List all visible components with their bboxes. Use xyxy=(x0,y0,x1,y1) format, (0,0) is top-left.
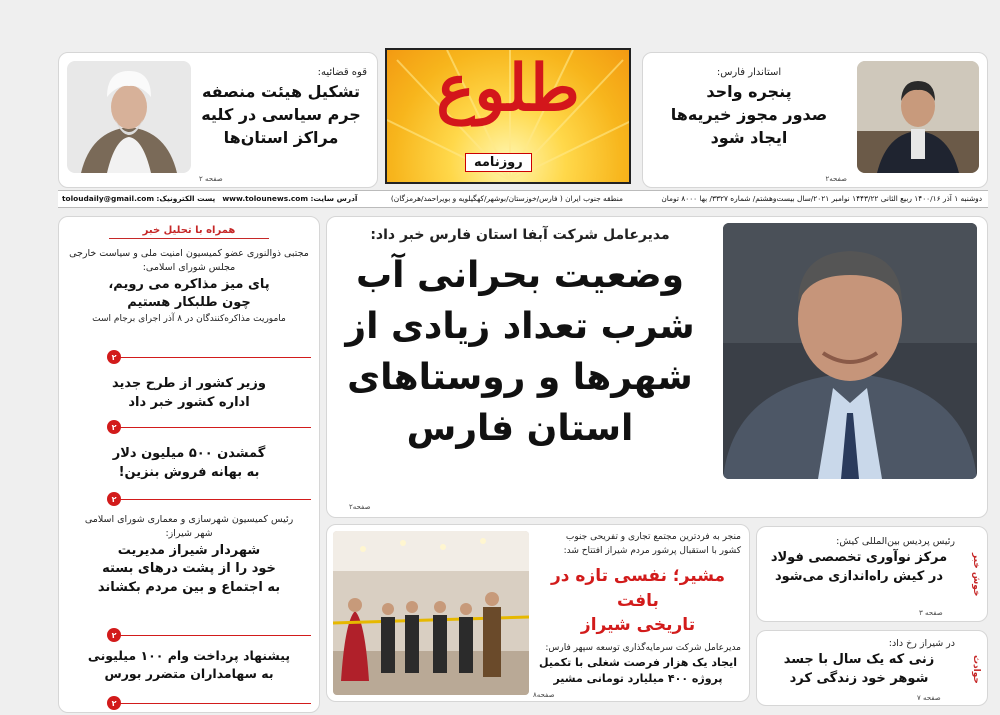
divider xyxy=(115,703,311,704)
story-headline-1: تشکیل هیئت منصفه xyxy=(201,82,361,101)
page-ref: صفحه ۷ xyxy=(917,694,941,702)
item-headline: پای میز مذاکره می رویم، xyxy=(108,276,270,292)
dateline: دوشنبه ۱ آذر ۱۴۰۰/۱۶ ربیع الثانی ۱۴۴۳/۲۲ نوامبر ۲۰۲۱/سال بیست‌وهشتم/ شماره ۳۳۲۷/ بها ۸۰۰۰ تومان xyxy=(661,194,982,203)
item-headline: اداره کشور خبر داد xyxy=(128,394,250,410)
page-bullet: ۲ xyxy=(107,420,121,434)
good-news-tag: خوش خبر xyxy=(959,539,981,611)
story-headline-2: صدور مجوز خیریه‌ها xyxy=(670,105,828,125)
opening-ceremony-photo xyxy=(333,531,529,695)
divider xyxy=(115,427,311,428)
item-headline: خود را از پشت درهای بسته xyxy=(102,561,276,577)
item-headline: وزیر کشور از طرح جدید xyxy=(112,376,266,391)
page-bullet: ۲ xyxy=(107,350,121,364)
story-kicker: قوه قضائیه: xyxy=(317,67,367,78)
story-kicker: منجر به فردترین مجتمع تجاری و تفریحی جنوب xyxy=(565,532,741,542)
kish-headline-1: مرکز نوآوری تخصصی فولاد xyxy=(770,550,948,566)
page-ref: صفحه۲ xyxy=(349,503,371,511)
incidents-tag: حوادث xyxy=(959,641,981,697)
mushir-sub-1: ایجاد یک هزار فرصت شغلی با تکمیل xyxy=(539,656,737,670)
page-ref: صفحه ۲ xyxy=(199,175,223,183)
crime-story[interactable] xyxy=(756,630,988,706)
page-bullet: ۲ xyxy=(107,628,121,642)
sidebar-item-500-million[interactable] xyxy=(67,445,311,483)
divider xyxy=(115,635,311,636)
item-headline: به بهانه فروش بنزین! xyxy=(118,464,260,480)
sidebar-item-stock-loan[interactable] xyxy=(63,647,315,683)
mushir-story[interactable] xyxy=(326,524,750,702)
item-headline: چون طلبکار هستیم xyxy=(127,295,251,311)
top-right-story[interactable] xyxy=(642,52,988,188)
page-ref: صفحه۲ xyxy=(825,175,847,183)
item-headline: پیشنهاد پرداخت وام ۱۰۰ میلیونی xyxy=(87,648,291,663)
item-kicker: شهر شیراز: xyxy=(165,528,213,540)
main-headline-4: استان فارس xyxy=(406,408,634,450)
main-story[interactable] xyxy=(326,216,988,518)
page-ref: صفحه ۳ xyxy=(919,609,943,617)
story-headline-3: ایجاد شود xyxy=(710,128,788,148)
story-kicker: کشور با استقبال پرشور مردم شیراز افتتاح شد: xyxy=(563,545,741,556)
kish-story[interactable] xyxy=(756,526,988,622)
main-kicker: مدیرعامل شرکت آبفا استان فارس خبر داد: xyxy=(370,227,670,243)
crime-headline-2: شوهر خود زندگی کرد xyxy=(789,671,929,687)
masthead-logo[interactable] xyxy=(385,48,631,184)
top-left-story[interactable] xyxy=(58,52,378,188)
main-headline-3: شهرها و روستاهای xyxy=(347,357,693,399)
email-label: پست الکترونیک: xyxy=(156,194,216,203)
story-kicker: استاندار فارس: xyxy=(716,67,782,78)
site-link[interactable]: www.tolounews.com xyxy=(222,194,309,203)
sidebar-item-shiraz-mayor[interactable] xyxy=(67,513,311,598)
item-headline: شهردار شیراز مدیریت xyxy=(117,542,261,558)
item-subtitle: ماموریت مذاکره‌کنندگان در ۸ آذر اجرای برجام است xyxy=(92,314,286,325)
story-kicker: در شیراز رخ داد: xyxy=(888,638,955,649)
main-headline-1: وضعیت بحرانی آب xyxy=(355,255,684,296)
info-strip xyxy=(58,190,988,208)
item-headline: گمشدن ۵۰۰ میلیون دلار xyxy=(112,446,266,461)
story-headline-2: جرم سیاسی در کلیه xyxy=(201,105,361,125)
item-headline: به اجتماع و بین مردم بکشاند xyxy=(97,580,281,596)
main-headline-2: شرب تعداد زیادی از xyxy=(345,306,695,348)
crime-headline-1: زنی که یک سال با جسد xyxy=(783,652,935,668)
sidebar-item-negotiation[interactable] xyxy=(67,247,311,327)
mushir-sub-2: پروژه ۴۰۰ میلیارد تومانی مشیر xyxy=(553,672,723,686)
item-kicker: مجلس شورای اسلامی: xyxy=(142,262,236,274)
news-sidebar xyxy=(58,216,320,713)
mushir-headline-2: تاریخی شیراز xyxy=(580,615,696,636)
page-ref: صفحه۸ xyxy=(533,691,555,699)
email-link[interactable]: toloudaily@gmail.com xyxy=(62,194,155,203)
divider xyxy=(115,499,311,500)
sidebar-item-interior-minister[interactable] xyxy=(67,375,311,413)
logo-subtitle: روزنامه xyxy=(465,153,532,172)
region-line: منطقه جنوب ایران ( فارس/خوزستان/بوشهر/کهگیلویه و بویراحمد/هرمزگان) xyxy=(390,194,623,203)
mushir-headline-1: مشیر؛ نفسی تازه در بافت xyxy=(550,566,726,611)
kish-headline-2: در کیش راه‌اندازی می‌شود xyxy=(774,569,944,585)
abfa-ceo-photo xyxy=(723,223,977,479)
story-headline-3: مراکز استان‌ها xyxy=(223,128,339,148)
item-kicker: رئیس کمیسیون شهرسازی و معماری شورای اسلامی xyxy=(84,514,294,525)
page-bullet: ۲ xyxy=(107,696,121,710)
governor-photo xyxy=(857,61,979,173)
page-bullet: ۲ xyxy=(107,492,121,506)
divider xyxy=(115,357,311,358)
site-label: آدرس سایت: xyxy=(310,194,358,203)
logo-text: طلوع xyxy=(436,51,580,126)
story-kicker: رئیس پردیس بین‌المللی کیش: xyxy=(836,536,955,547)
sidebar-header: همراه با تحلیل خبر xyxy=(109,225,269,239)
item-headline: به سهامداران متضرر بورس xyxy=(104,666,274,682)
story-kicker: مدیرعامل شرکت سرمایه‌گذاری توسعه سپهر فارس: xyxy=(545,642,741,653)
judiciary-photo xyxy=(67,61,191,173)
item-kicker: مجتبی ذوالنوری عضو کمیسیون امنیت ملی و سیاست خارجی xyxy=(69,248,309,259)
story-headline-1: پنجره واحد xyxy=(706,82,792,101)
